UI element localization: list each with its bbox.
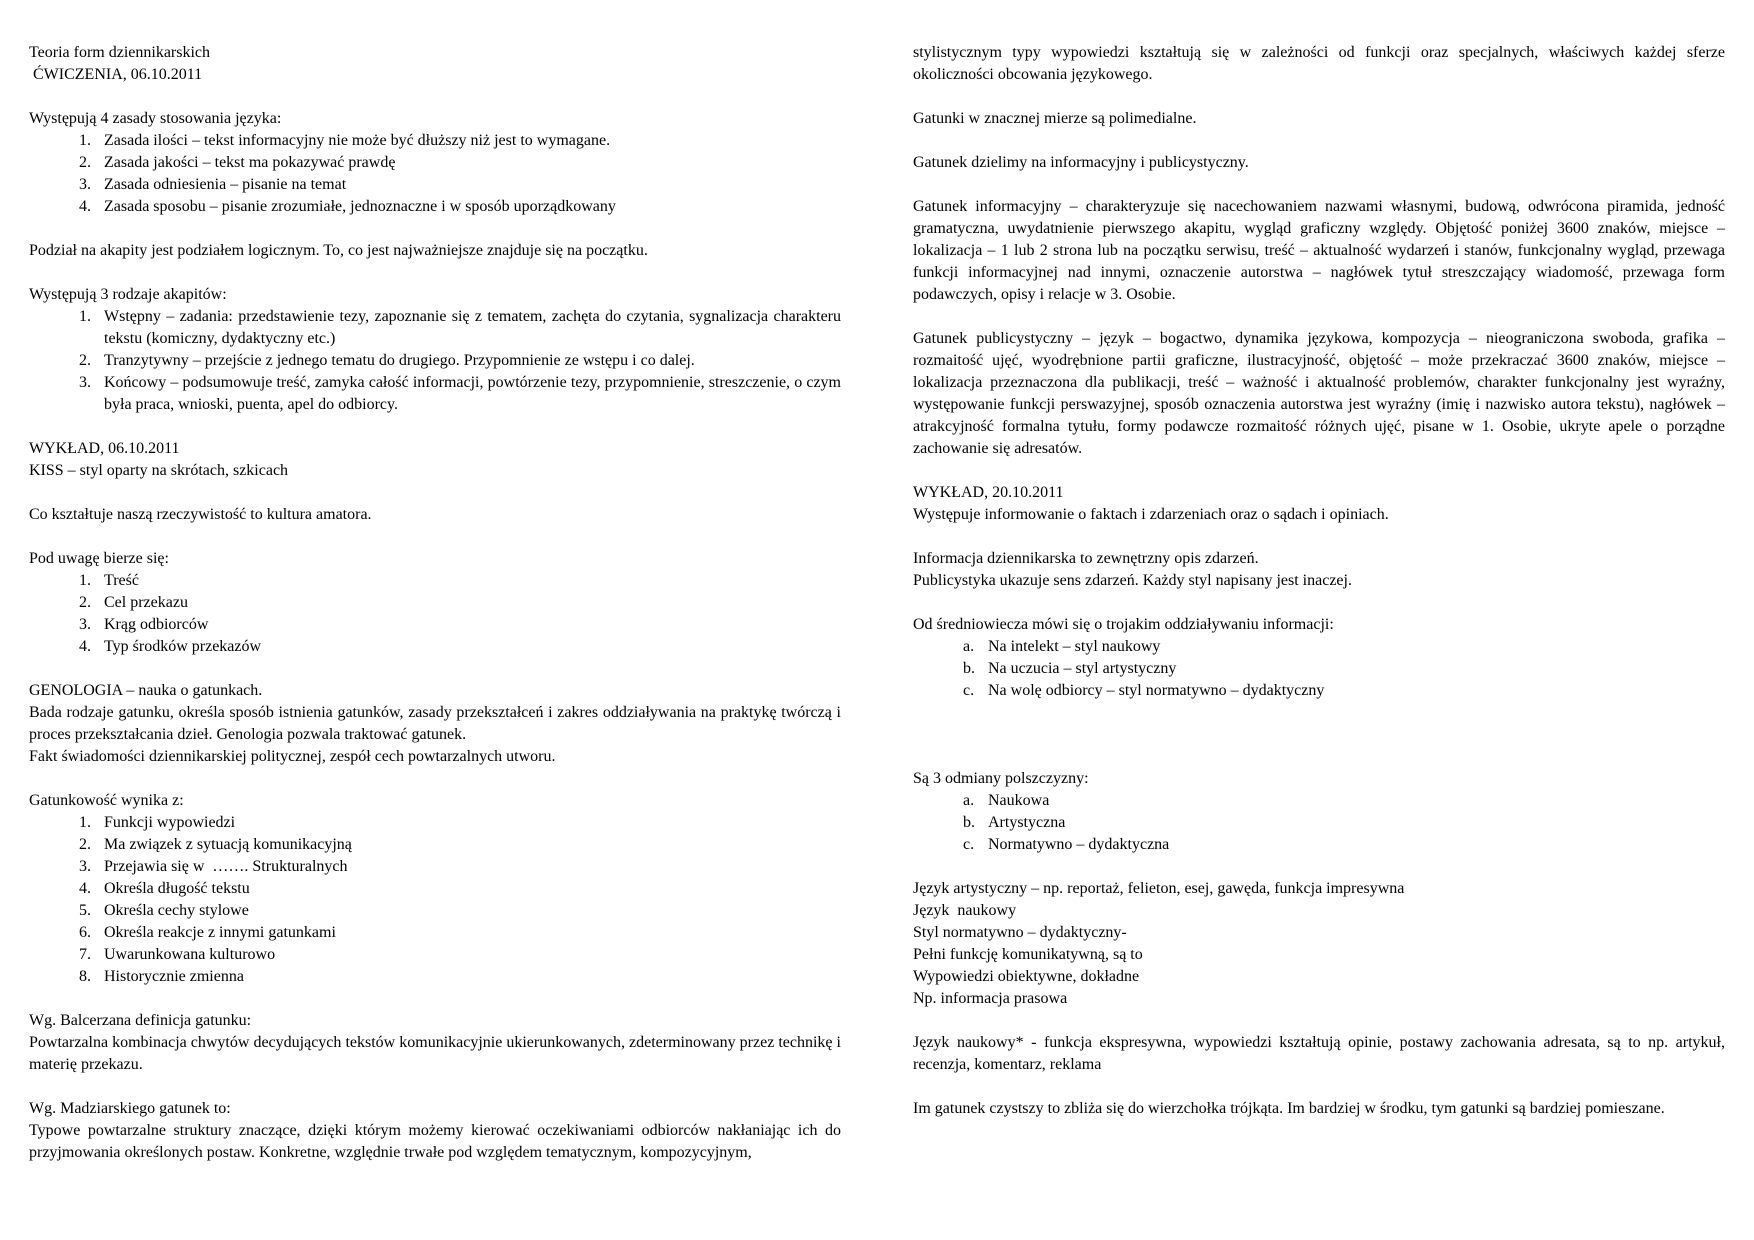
polish-variants-intro: Są 3 odmiany polszczyzny: (913, 770, 1089, 787)
genology-description: Bada rodzaje gatunku, określa sposób istnienia gatunków, zasady przekształceń i zakres oddziaływania na praktykę twórczą i proces przekształcania dzieł. Genologia pozwala traktować gatunek. (29, 704, 841, 743)
scientific-language-note: Język naukowy* - funkcja ekspresywna, wypowiedzi kształtują opinie, postawy zachowania adresata, są to np. artykuł, recenzja, komentarz, reklama (913, 1034, 1725, 1073)
paragraph-types-intro: Występują 3 rodzaje akapitów: (29, 286, 227, 303)
triangle-note: Im gatunek czystszy to zbliża się do wierzchołka trójkąta. Im bardziej w środku, tym gatunki są bardziej pomieszane. (913, 1100, 1665, 1117)
list-item: c. Na wolę odbiorcy – styl normatywno – dydaktyczny (963, 682, 1325, 699)
list-item: b. Artystyczna (963, 814, 1066, 831)
list-item: 4. Zasada sposobu – pisanie zrozumiałe, jednoznaczne i w sposób uporządkowany (79, 198, 616, 215)
communicative-function: Pełni funkcję komunikatywną, są to (913, 946, 1143, 963)
genre-list (29, 812, 841, 988)
list-item: 2. Tranzytywny – przejście z jednego tematu do drugiego. Przypomnienie ze wstępu i co dalej. (79, 352, 695, 369)
list-item: 1. Wstępny – zadania: przedstawienie tezy, zapoznanie się z tematem, zachęta do czytania, sygnalizacja charakteru tekstu (komiczny, dydaktyczny etc.) (79, 308, 841, 347)
list-item: 2. Cel przekazu (79, 594, 188, 611)
rules-intro: Występują 4 zasady stosowania języka: (29, 110, 282, 127)
informational-genre: Gatunek informacyjny – charakteryzuje się nacechowaniem nazwami własnymi, budową, odwrócona piramida, jedność gramatyczna, uwydatnienie pierwszego akapitu, wygląd graficzny względy. Objętość poniżej 3600 znaków, miejsce – lokalizacja – 1 lub 2 strona lub na początku serwisu, treść – aktualność wydarzeń i stanów, funkcjonalny wygląd, przewaga funkcji informacyjnej nad innymi, oznaczenie autorstwa – nagłówek tytuł streszczający wiadomość, przewaga form podawczych, opisy i relacje w 3. Osobie. (913, 198, 1725, 303)
kiss-definition: KISS – styl oparty na skrótach, szkicach (29, 462, 289, 479)
press-info-example: Np. informacja prasowa (913, 990, 1068, 1007)
madziarski-definition: Typowe powtarzalne struktury znaczące, dzięki którym możemy kierować oczekiwaniami odbiorców nakłaniając ich do przyjmowania określonych postaw. Konkretne, względnie trwałe pod względem tematycznym, kompozycyjnym, (29, 1122, 841, 1161)
rules-list (29, 130, 841, 218)
list-item: 4. Typ środków przekazów (79, 638, 262, 655)
genology-heading: GENOLOGIA – nauka o gatunkach. (29, 682, 263, 699)
madziarski-intro: Wg. Madziarskiego gatunek to: (29, 1100, 231, 1117)
genology-fact: Fakt świadomości dziennikarskiej politycznej, zespół cech powtarzalnych utworu. (29, 748, 556, 765)
polimedial-note: Gatunki w znacznej mierze są polimedialne. (913, 110, 1197, 127)
list-item: 3. Końcowy – podsumowuje treść, zamyka całość informacji, powtórzenie tezy, przypomnienie, streszczenie, o czym była praca, wnioski, puenta, apel do odbiorcy. (79, 374, 841, 413)
balcerzan-definition: Powtarzalna kombinacja chwytów decydujących tekstów komunikacyjnie ukierunkowanych, zdeterminowany przez technikę i materię przekazu. (29, 1034, 841, 1073)
genre-division: Gatunek dzielimy na informacyjny i publicystyczny. (913, 154, 1249, 171)
paragraph-types-list (29, 306, 841, 416)
polish-variants-list (913, 790, 1725, 856)
document-title: Teoria form dziennikarskich (29, 44, 211, 61)
culture-note: Co kształtuje naszą rzeczywistość to kultura amatora. (29, 506, 372, 523)
paragraph-split: Podział na akapity jest podziałem logicznym. To, co jest najważniejsze znajduje się na początku. (29, 242, 648, 259)
definition-continuation: stylistycznym typy wypowiedzi kształtują się w zależności od funkcji oraz specjalnych, właściwych każdej sferze okoliczności obcowania językowego. (913, 44, 1725, 83)
left-column (29, 42, 841, 1164)
lecture-heading: WYKŁAD, 06.10.2011 (29, 440, 180, 457)
artistic-language: Język artystyczny – np. reportaż, felieton, esej, gawęda, funkcja impresywna (913, 880, 1405, 897)
influence-list (913, 636, 1725, 702)
list-item: 6. Określa reakcje z innymi gatunkami (79, 924, 336, 941)
exercise-date: ĆWICZENIA, 06.10.2011 (29, 66, 203, 83)
list-item: a. Naukowa (963, 792, 1050, 809)
journalism-note: Publicystyka ukazuje sens zdarzeń. Każdy styl napisany jest inaczej. (913, 572, 1352, 589)
journalistic-info: Informacja dziennikarska to zewnętrzny opis zdarzeń. (913, 550, 1259, 567)
list-item: 1. Zasada ilości – tekst informacyjny nie może być dłuższy niż jest to wymagane. (79, 132, 611, 149)
list-item: 1. Funkcji wypowiedzi (79, 814, 236, 831)
scientific-language: Język naukowy (913, 902, 1017, 919)
consider-list (29, 570, 841, 658)
list-item: 5. Określa cechy stylowe (79, 902, 249, 919)
genre-intro: Gatunkowość wynika z: (29, 792, 184, 809)
list-item: c. Normatywno – dydaktyczna (963, 836, 1170, 853)
list-item: a. Na intelekt – styl naukowy (963, 638, 1161, 655)
list-item: b. Na uczucia – styl artystyczny (963, 660, 1177, 677)
list-item: 3. Zasada odniesienia – pisanie na temat (79, 176, 347, 193)
lecture-heading: WYKŁAD, 20.10.2011 (913, 484, 1064, 501)
list-item: 8. Historycznie zmienna (79, 968, 244, 985)
journalistic-genre: Gatunek publicystyczny – język – bogactwo, dynamika językowa, kompozycja – nieograniczona swoboda, grafika – rozmaitość ujęć, wyodrębnione partii graficzne, ilustracyjność, objętość – może przekraczać 3600 znaków, miejsce – lokalizacja przeznaczona dla publikacji, treść – ważność i aktualność problemów, charakter funkcjonalny jest wyraźny, występowanie funkcji perswazyjnej, sposób oznaczenia autorstwa jest wyraźny (imię i nazwisko autora tekstu), nagłówek – atrakcyjność formalna tytułu, formy podawcze rozmaitość różnych ujęć, pisane w 1. Osobie, ukryte apele o porządne zachowanie się adresatów. (913, 330, 1725, 457)
balcerzan-intro: Wg. Balcerzana definicja gatunku: (29, 1012, 252, 1029)
normative-style: Styl normatywno – dydaktyczny- (913, 924, 1127, 941)
list-item: 2. Ma związek z sytuacją komunikacyjną (79, 836, 352, 853)
consider-intro: Pod uwagę bierze się: (29, 550, 169, 567)
list-item: 3. Przejawia się w ……. Strukturalnych (79, 858, 348, 875)
list-item: 2. Zasada jakości – tekst ma pokazywać prawdę (79, 154, 396, 171)
list-item: 4. Określa długość tekstu (79, 880, 250, 897)
informing-note: Występuje informowanie o faktach i zdarzeniach oraz o sądach i opiniach. (913, 506, 1389, 523)
list-item: 3. Krąg odbiorców (79, 616, 209, 633)
list-item: 1. Treść (79, 572, 139, 589)
middle-ages-intro: Od średniowiecza mówi się o trojakim oddziaływaniu informacji: (913, 616, 1334, 633)
right-column (913, 42, 1725, 1120)
list-item: 7. Uwarunkowana kulturowo (79, 946, 276, 963)
objective-statements: Wypowiedzi obiektywne, dokładne (913, 968, 1140, 985)
